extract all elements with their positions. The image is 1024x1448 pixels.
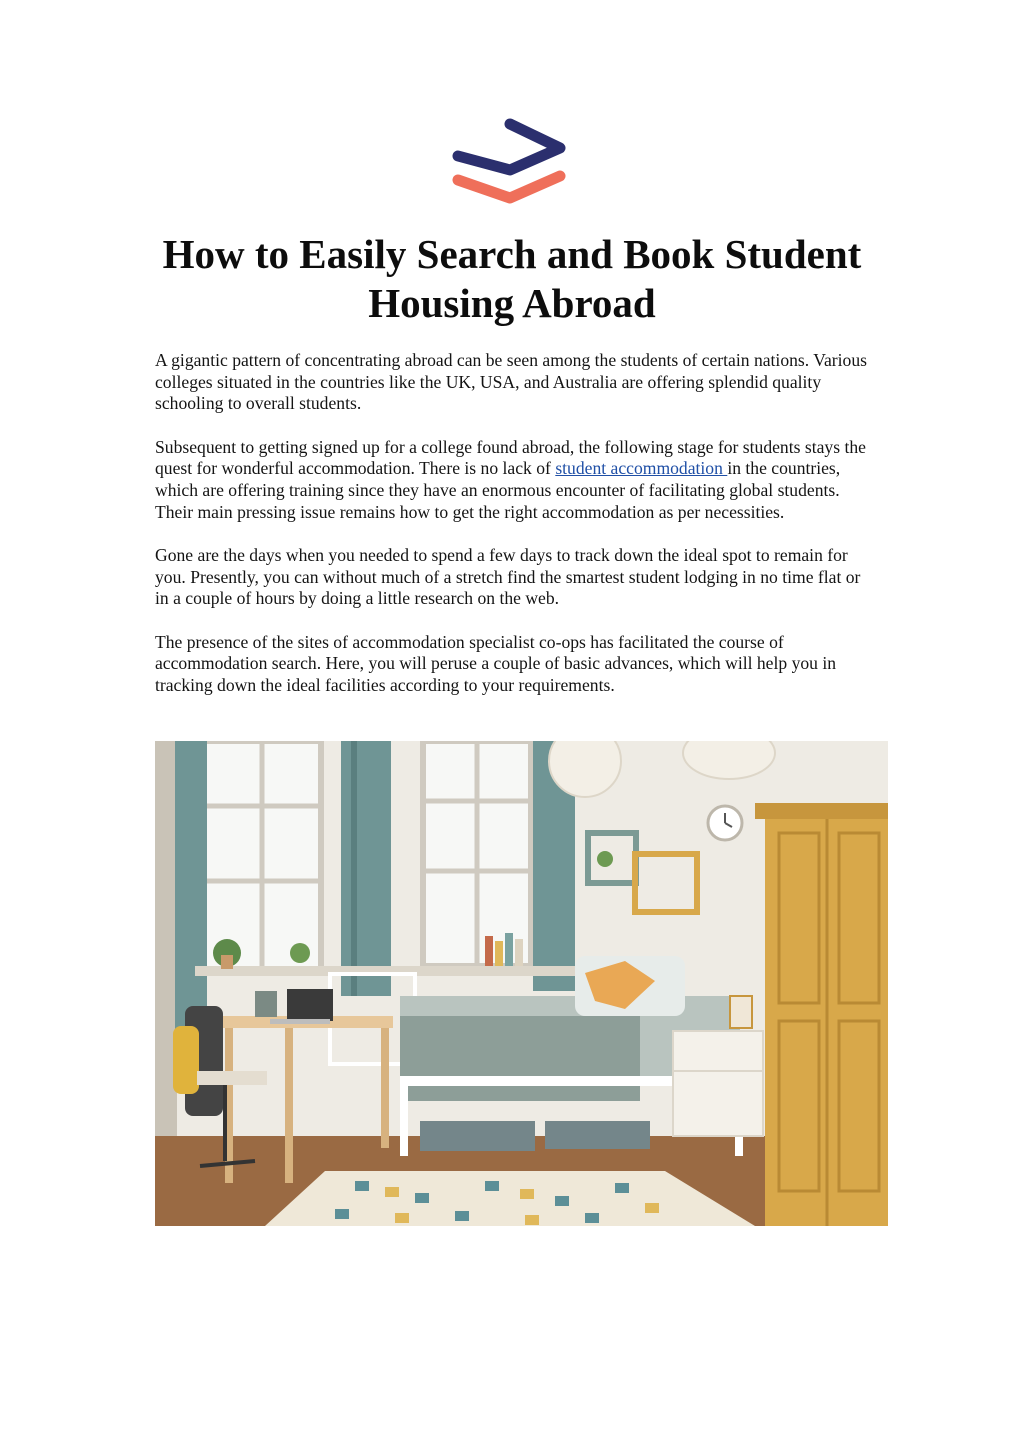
paragraph-2-text-after-link: in the countries, which are offering training since they have an enormous encounter of facilitating global students. Their main pressing issue remains how to get the right accommodation as per necessities. bbox=[155, 458, 841, 522]
brand-logo bbox=[448, 118, 572, 210]
wardrobe bbox=[755, 803, 888, 1226]
paragraph-2 bbox=[155, 437, 877, 524]
window-left bbox=[203, 741, 321, 969]
article-body bbox=[155, 350, 877, 718]
student-bedroom-photo bbox=[155, 741, 888, 1226]
paragraph-1: A gigantic pattern of concentrating abroad can be seen among the students of certain nations. Various colleges situated in the countries like the UK, USA, and Australia are offering splendid quality schooling to overall students. bbox=[155, 350, 867, 414]
paragraph-4: The presence of the sites of accommodation specialist co-ops has facilitated the course of accommodation search. Here, you will peruse a couple of basic advances, which will help you in tracking down the ideal facilities according to your requirements. bbox=[155, 631, 837, 695]
paragraph-3: Gone are the days when you needed to spend a few days to track down the ideal spot to remain for you. Presently, you can without much of a stretch find the smartest student lodging in no time flat or in a couple of hours by doing a little research on the web. bbox=[155, 544, 861, 609]
page-title: How to Easily Search and Book Student Housing Abroad bbox=[162, 231, 862, 326]
window-right bbox=[423, 741, 531, 966]
stacked-chevron-logo-icon bbox=[448, 118, 572, 210]
student-accommodation-link[interactable]: student accommodation bbox=[555, 458, 728, 479]
paragraph-2-text-before-link: Subsequent to getting signed up for a college found abroad, the following stage for students stays the quest for wonderful accommodation. There is no lack of bbox=[155, 436, 866, 479]
